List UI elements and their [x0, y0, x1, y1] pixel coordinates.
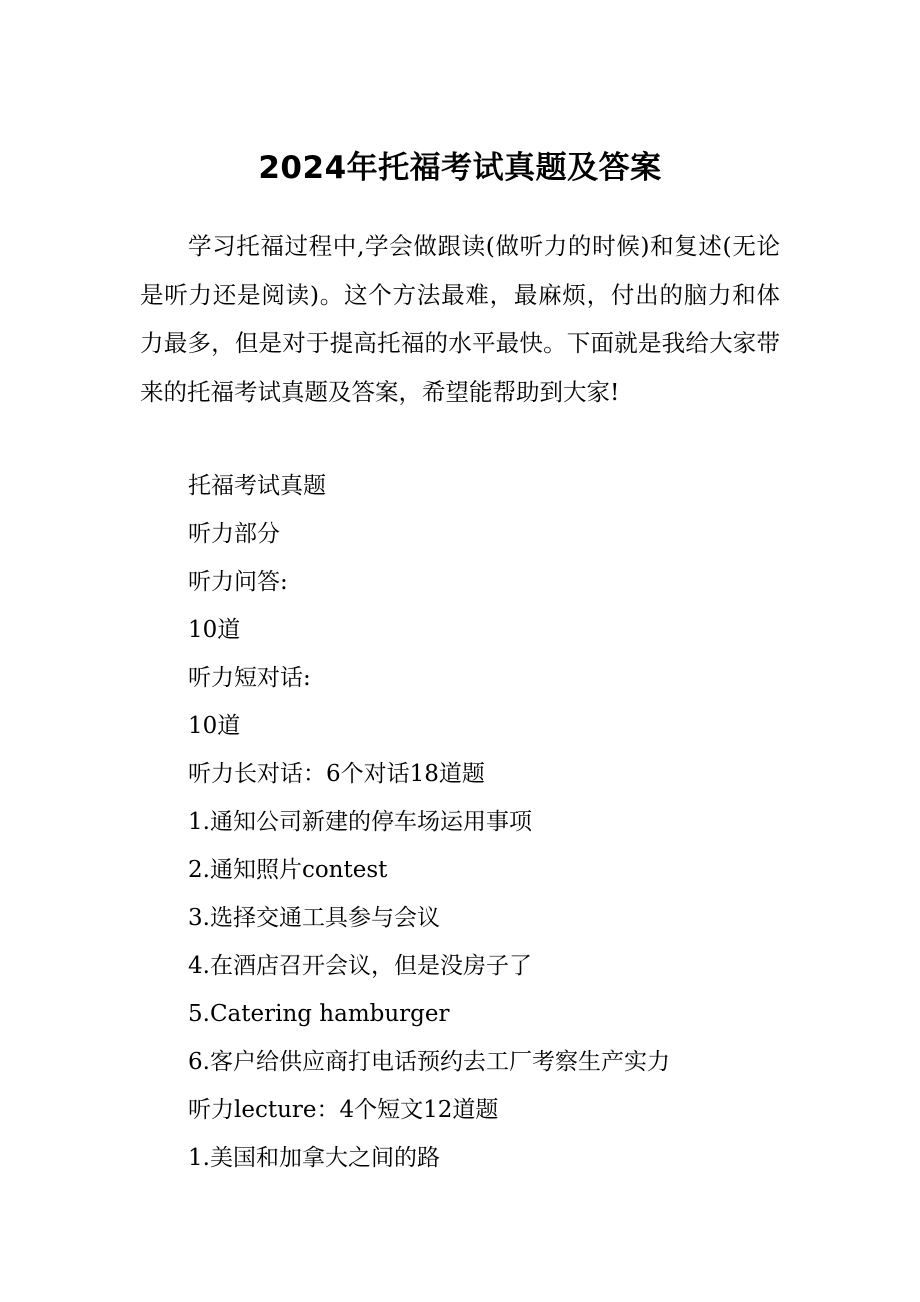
content-lines [188, 462, 788, 1182]
text-line: 1.通知公司新建的停车场运用事项 [188, 809, 532, 835]
text-line: 1.美国和加拿大之间的路 [188, 1145, 440, 1171]
text-line: 听力短对话: [188, 665, 311, 691]
text-line: 5.Catering hamburger [188, 1001, 450, 1027]
text-line: 听力部分 [188, 521, 280, 547]
text-line: 听力问答: [188, 569, 288, 595]
text-line: 6.客户给供应商打电话预约去工厂考察生产实力 [188, 1049, 670, 1075]
text-line: 10道 [188, 617, 241, 643]
text-line: 听力lecture：4个短文12道题 [188, 1097, 499, 1123]
text-line: 4.在酒店召开会议，但是没房子了 [188, 953, 532, 979]
text-line: 10道 [188, 713, 241, 739]
text-line: 听力长对话：6个对话18道题 [188, 761, 485, 787]
text-line: 2.通知照片contest [188, 857, 388, 883]
document-title: 2024年托福考试真题及答案 [258, 150, 662, 186]
text-line: 托福考试真题 [188, 473, 326, 499]
intro-paragraph: 学习托福过程中,学会做跟读(做听力的时候)和复述(无论是听力还是阅读)。这个方法最难，最麻烦，付出的脑力和体力最多，但是对于提高托福的水平最快。下面就是我给大家带来的托福考试真题及答案，希望能帮助到大家! [140, 232, 780, 406]
text-line: 3.选择交通工具参与会议 [188, 905, 440, 931]
